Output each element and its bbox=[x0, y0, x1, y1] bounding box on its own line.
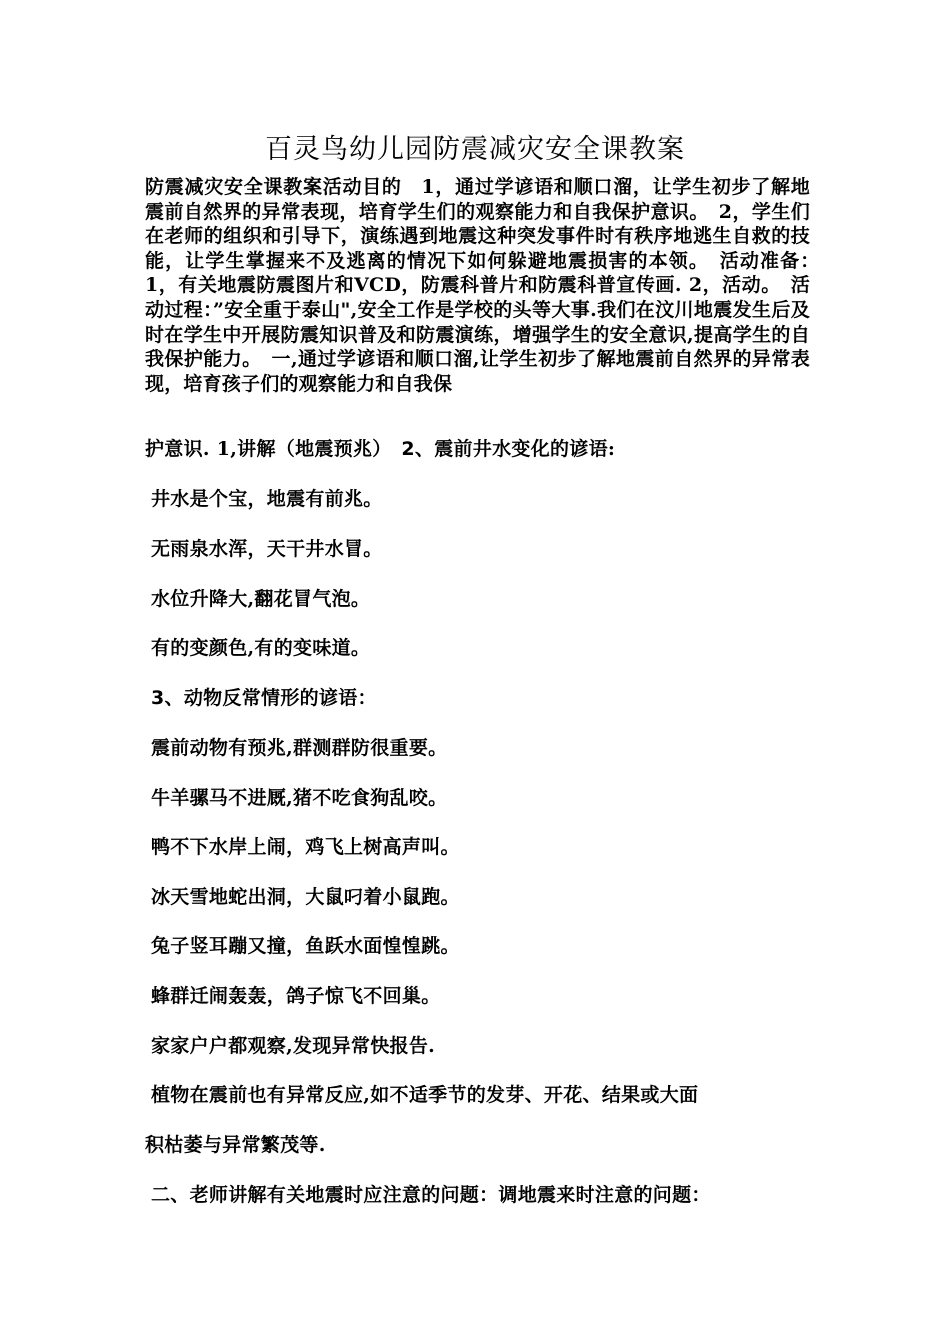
animal-saying-3: 鸭不下水岸上闹，鸡飞上树高声叫。 bbox=[151, 836, 460, 858]
animal-saying-5: 兔子竖耳蹦又撞，鱼跃水面惶惶跳。 bbox=[151, 935, 460, 957]
continuation-text: 护意识. 1,讲解（地震预兆） bbox=[145, 438, 402, 460]
document-title: 百灵鸟幼儿园防震减灾安全课教案 bbox=[265, 134, 685, 165]
animal-saying-7: 家家户户都观察,发现异常快报告. bbox=[151, 1035, 436, 1057]
section-two-heading: 二、老师讲解有关地震时应注意的问题：调地震来时注意的问题： bbox=[151, 1184, 711, 1206]
section-2-number: 2 bbox=[401, 438, 415, 460]
plant-line-2: 积枯萎与异常繁茂等. bbox=[145, 1134, 326, 1156]
well-saying-4: 有的变颜色,有的变味道。 bbox=[151, 637, 371, 659]
well-saying-3: 水位升降大,翻花冒气泡。 bbox=[151, 588, 371, 610]
section-3-number: 3 bbox=[151, 687, 165, 709]
animal-saying-6: 蜂群迁闹轰轰，鸽子惊飞不回巢。 bbox=[151, 985, 441, 1007]
well-saying-2: 无雨泉水浑，天干井水冒。 bbox=[151, 538, 383, 560]
section-3-heading: 、动物反常情形的谚语： bbox=[164, 687, 377, 709]
animal-saying-4: 冰天雪地蛇出洞，大鼠叼着小鼠跑。 bbox=[151, 886, 460, 908]
plant-line-1: 植物在震前也有异常反应,如不适季节的发芽、开花、结果或大面 bbox=[151, 1084, 699, 1106]
animal-saying-1: 震前动物有预兆,群测群防很重要。 bbox=[151, 737, 448, 759]
continuation-line bbox=[145, 436, 615, 462]
animal-saying-2: 牛羊骡马不进厩,猪不吃食狗乱咬。 bbox=[151, 787, 448, 809]
intro-paragraph: 防震减灾安全课教案活动目的 1，通过学谚语和顺口溜，让学生初步了解地震前自然界的异常表现，培育学生们的观察能力和自我保护意识。 2，学生们在老师的组织和引导下，演练遇到地震这种突发事件时有秩序地逃生自救的技能，让学生掌握来不及逃离的情况下如何躲避地震损害的本领。 活动准备： 1，有关地震防震图片和VCD，防震科普片和防震科普宣传画. 2，活动。 活动过程：”安全重于泰山",安全工作是学校的头等大事.我们在汶川地震发生后及时在学生中开展防震知识普及和防震演练，增强学生的安全意识,提高学生的自我保护能力。 一,通过学谚语和顺口溜,让学生初步了解地震前自然界的异常表现，培育孩子们的观察能力和自我保 bbox=[145, 176, 830, 395]
section-3-line bbox=[151, 685, 377, 711]
well-saying-1: 井水是个宝，地震有前兆。 bbox=[151, 488, 383, 510]
section-2-heading: 、震前井水变化的谚语: bbox=[414, 438, 616, 460]
